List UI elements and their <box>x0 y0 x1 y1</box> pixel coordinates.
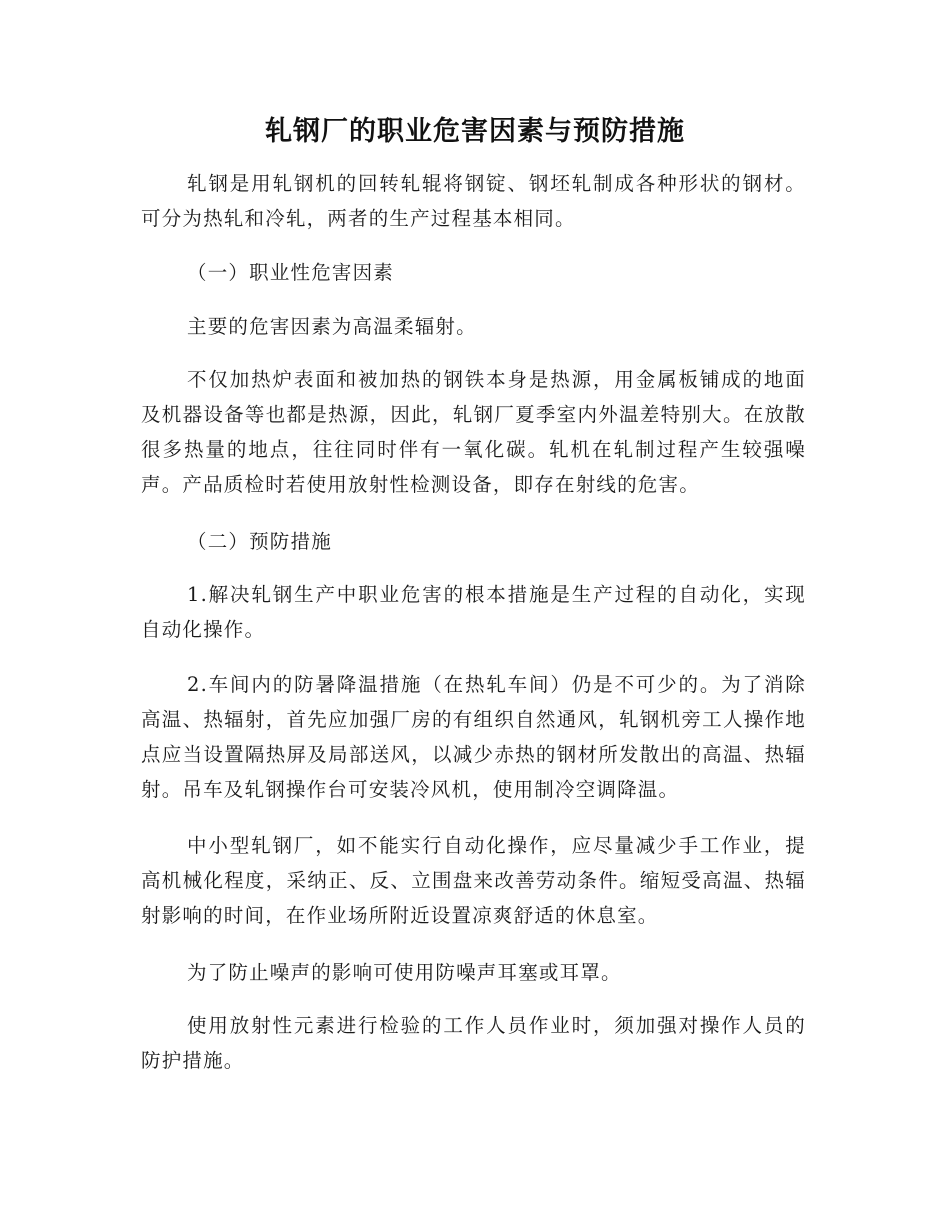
paragraph-measure-2: 2.车间内的防暑降温措施（在热轧车间）仍是不可少的。为了消除高温、热辐射，首先应加强厂房的有组织自然通风，轧钢机旁工人操作地点应当设置隔热屏及局部送风，以减少赤热的钢材所发散出的高温、热辐射。吊车及轧钢操作台可安装冷风机，使用制冷空调降温。 <box>141 673 806 801</box>
paragraph-noise: 为了防止噪声的影响可使用防噪声耳塞或耳罩。 <box>187 961 622 984</box>
paragraph-radiation: 使用放射性元素进行检验的工作人员作业时，须加强对操作人员的防护措施。 <box>141 1014 806 1072</box>
section-heading-prevention: （二）预防措施 <box>187 530 332 553</box>
paragraph-heat-sources: 不仅加热炉表面和被加热的钢铁本身是热源，用金属板铺成的地面及机器设备等也都是热源，因此，轧钢厂夏季室内外温差特别大。在放散很多热量的地点，往往同时伴有一氧化碳。轧机在轧制过程产生较强噪声。产品质检时若使用放射性检测设备，即存在射线的危害。 <box>141 368 806 496</box>
document-title: 轧钢厂的职业危害因素与预防措施 <box>265 116 685 147</box>
paragraph-main-hazard: 主要的危害因素为高温柔辐射。 <box>187 315 477 338</box>
paragraph-intro: 轧钢是用轧钢机的回转轧辊将钢锭、钢坯轧制成各种形状的钢材。可分为热轧和冷轧，两者的生产过程基本相同。 <box>141 172 806 230</box>
paragraph-measure-1: 1.解决轧钢生产中职业危害的根本措施是生产过程的自动化，实现自动化操作。 <box>141 583 806 641</box>
section-heading-hazards: （一）职业性危害因素 <box>187 261 395 284</box>
paragraph-small-mills: 中小型轧钢厂，如不能实行自动化操作，应尽量减少手工作业，提高机械化程度，采纳正、反、立围盘来改善劳动条件。缩短受高温、热辐射影响的时间，在作业场所附近设置凉爽舒适的休息室。 <box>141 834 806 927</box>
